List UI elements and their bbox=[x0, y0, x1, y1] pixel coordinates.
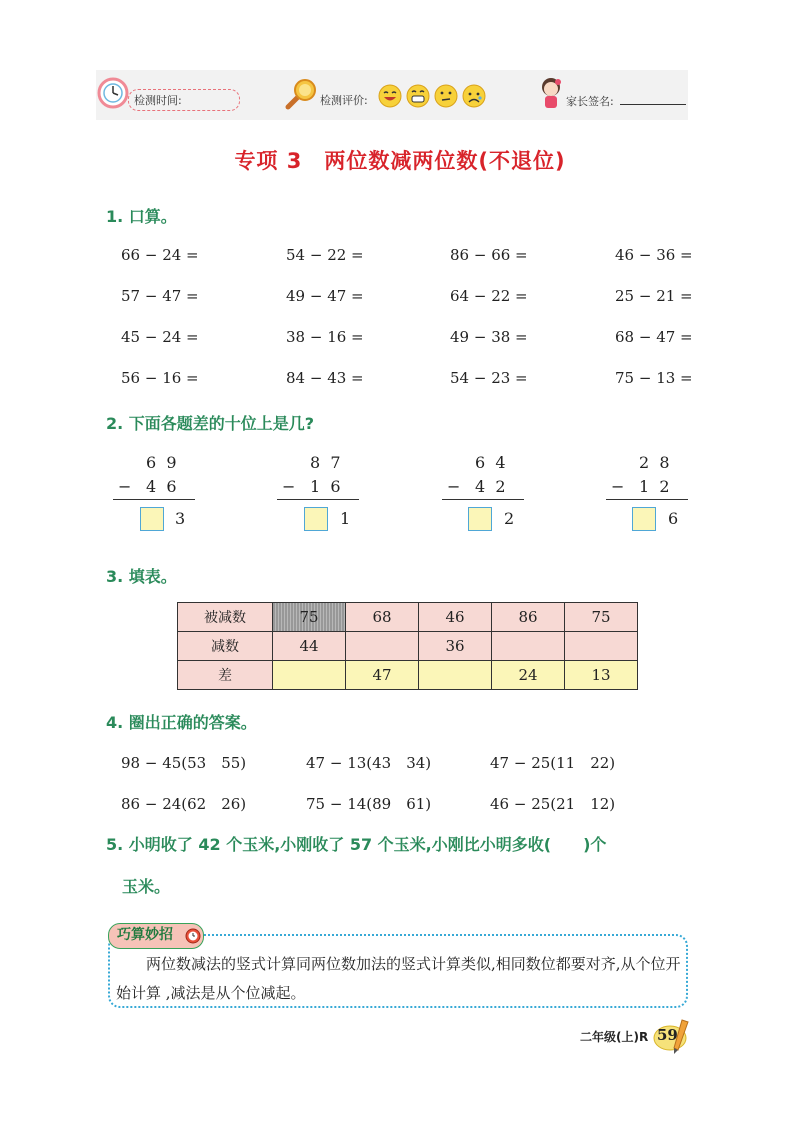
table-row bbox=[178, 661, 638, 690]
q1-eq: 54 − 23 = bbox=[450, 369, 528, 387]
q1-eq: 25 − 21 = bbox=[615, 287, 693, 305]
q1-eq: 45 − 24 = bbox=[121, 328, 199, 346]
table-cell[interactable] bbox=[492, 632, 565, 661]
sad-face-icon[interactable] bbox=[462, 84, 486, 108]
answer-box[interactable] bbox=[140, 507, 164, 531]
choice-item[interactable]: 46 − 25(21 12) bbox=[490, 795, 616, 813]
table-row bbox=[178, 603, 638, 632]
minus-sign: − bbox=[118, 477, 132, 496]
table-cell[interactable] bbox=[419, 661, 492, 690]
row-label: 差 bbox=[178, 661, 273, 690]
answer-box[interactable] bbox=[304, 507, 328, 531]
vertical-top-number: 2 8 bbox=[639, 453, 670, 472]
girl-mascot-icon bbox=[538, 76, 564, 112]
q1-heading: 1. 口算。 bbox=[106, 207, 177, 226]
q1-eq: 64 − 22 = bbox=[450, 287, 528, 305]
neutral-face-icon[interactable] bbox=[434, 84, 458, 108]
vertical-line bbox=[442, 499, 524, 500]
vertical-line bbox=[606, 499, 688, 500]
q4-heading: 4. 圈出正确的答案。 bbox=[106, 713, 257, 732]
alarm-clock-icon bbox=[184, 926, 202, 944]
minus-sign: − bbox=[282, 477, 296, 496]
fill-table bbox=[177, 602, 638, 690]
ones-digit: 2 bbox=[504, 509, 515, 528]
table-cell[interactable] bbox=[565, 632, 638, 661]
vertical-bottom-number: 1 2 bbox=[639, 477, 670, 496]
page-title: 专项 3 两位数减两位数(不退位) bbox=[234, 149, 566, 173]
table-cell: 24 bbox=[492, 661, 565, 690]
q1-eq: 86 − 66 = bbox=[450, 246, 528, 264]
choice-item[interactable]: 47 − 25(11 22) bbox=[490, 754, 616, 772]
tip-label-text: 巧算妙招 bbox=[117, 927, 173, 943]
q1-eq: 54 − 22 = bbox=[286, 246, 364, 264]
choice-item[interactable]: 75 − 14(89 61) bbox=[306, 795, 432, 813]
q1-eq: 75 − 13 = bbox=[615, 369, 693, 387]
minus-sign: − bbox=[447, 477, 461, 496]
tip-text: 两位数减法的竖式计算同两位数加法的竖式计算类似,相同数位都要对齐,从个位开始计算 ,减法是从个位减起。 bbox=[116, 955, 681, 1002]
sign-label: 家长签名: bbox=[566, 95, 614, 108]
row-label: 减数 bbox=[178, 632, 273, 661]
vertical-bottom-number: 4 6 bbox=[146, 477, 177, 496]
table-cell[interactable] bbox=[346, 632, 419, 661]
table-cell[interactable] bbox=[273, 661, 346, 690]
minus-sign: − bbox=[611, 477, 625, 496]
answer-box[interactable] bbox=[468, 507, 492, 531]
table-cell: 46 bbox=[419, 603, 492, 632]
q3-heading: 3. 填表。 bbox=[106, 567, 177, 586]
q5-text: 5. 小明收了 42 个玉米,小刚收了 57 个玉米,小刚比小明多收( )个 bbox=[106, 835, 607, 854]
grin-face-icon[interactable] bbox=[406, 84, 430, 108]
vertical-top-number: 8 7 bbox=[310, 453, 341, 472]
q1-eq: 66 − 24 = bbox=[121, 246, 199, 264]
table-cell: 68 bbox=[346, 603, 419, 632]
table-cell: 86 bbox=[492, 603, 565, 632]
ones-digit: 6 bbox=[668, 509, 679, 528]
table-cell: 44 bbox=[273, 632, 346, 661]
page-number: 59 bbox=[657, 1026, 678, 1044]
time-label: 检测时间: bbox=[134, 94, 182, 107]
smile-face-icon[interactable] bbox=[378, 84, 402, 108]
q1-eq: 49 − 47 = bbox=[286, 287, 364, 305]
row-label: 被减数 bbox=[178, 603, 273, 632]
q5-text-continued: 玉米。 bbox=[122, 877, 171, 896]
ones-digit: 1 bbox=[340, 509, 351, 528]
q1-eq: 84 − 43 = bbox=[286, 369, 364, 387]
vertical-bottom-number: 1 6 bbox=[310, 477, 341, 496]
q1-eq: 46 − 36 = bbox=[615, 246, 693, 264]
clock-icon bbox=[96, 76, 130, 110]
table-cell: 13 bbox=[565, 661, 638, 690]
vertical-line bbox=[277, 499, 359, 500]
q2-heading: 2. 下面各题差的十位上是几? bbox=[106, 414, 315, 433]
vertical-top-number: 6 9 bbox=[146, 453, 177, 472]
choice-item[interactable]: 98 − 45(53 55) bbox=[121, 754, 247, 772]
ones-digit: 3 bbox=[175, 509, 186, 528]
table-cell: 75 bbox=[273, 603, 346, 632]
q1-eq: 68 − 47 = bbox=[615, 328, 693, 346]
eval-label: 检测评价: bbox=[320, 94, 368, 107]
q1-eq: 57 − 47 = bbox=[121, 287, 199, 305]
q1-eq: 56 − 16 = bbox=[121, 369, 199, 387]
table-cell: 75 bbox=[565, 603, 638, 632]
table-cell: 36 bbox=[419, 632, 492, 661]
choice-item[interactable]: 86 − 24(62 26) bbox=[121, 795, 247, 813]
table-cell: 47 bbox=[346, 661, 419, 690]
sign-field[interactable] bbox=[620, 104, 686, 105]
vertical-bottom-number: 4 2 bbox=[475, 477, 506, 496]
choice-item[interactable]: 47 − 13(43 34) bbox=[306, 754, 432, 772]
grade-label: 二年级(上)R bbox=[580, 1030, 649, 1044]
table-row bbox=[178, 632, 638, 661]
vertical-top-number: 6 4 bbox=[475, 453, 506, 472]
magnifier-icon bbox=[282, 78, 318, 112]
q1-eq: 38 − 16 = bbox=[286, 328, 364, 346]
vertical-line bbox=[113, 499, 195, 500]
q1-eq: 49 − 38 = bbox=[450, 328, 528, 346]
answer-box[interactable] bbox=[632, 507, 656, 531]
